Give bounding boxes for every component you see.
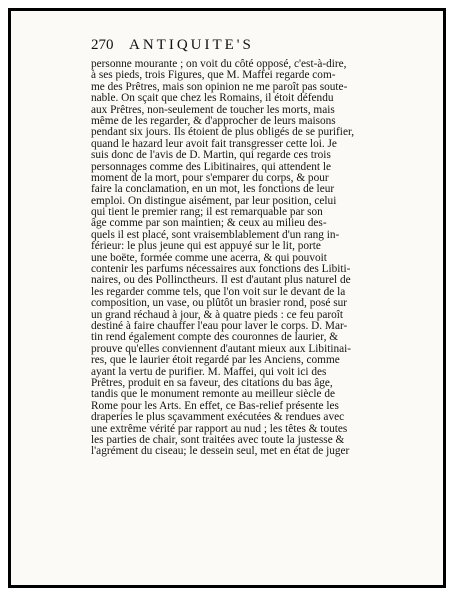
page-number: 270: [91, 37, 114, 53]
text-line: ayant la vertu de purifier. M. Maffei, qui voit ici des: [91, 365, 327, 378]
text-line: Rome pour les Arts. En effet, ce Bas-relief présente les: [91, 399, 339, 412]
text-line: draperies le plus sçavamment exécutées & rendues avec: [91, 411, 345, 424]
text-line: quand le hazard leur avoit fait transgresser cette loi. Je: [91, 137, 337, 150]
text-line: personne mourante ; on voit du côté opposé, c'est-à-dire,: [91, 58, 347, 70]
text-line: à ses pieds, trois Figures, que M. Maffei regarde com-: [91, 69, 336, 82]
running-title: ANTIQUITE'S: [129, 37, 254, 53]
text-line: férieur: le plus jeune qui est appuyé sur le lit, porte: [91, 240, 321, 253]
text-line: aux Prêtres, non-seulement de toucher les morts, mais: [91, 103, 335, 116]
page-frame: [8, 8, 446, 588]
text-line: qui tient le premier rang; il est remarquable par son: [91, 206, 323, 219]
text-line: une boëte, formée comme une acerra, & qui pouvoit: [91, 251, 327, 264]
text-line: prouve qu'elles conviennent d'autant mieux aux Libitinai-: [91, 342, 352, 355]
text-line: les regarder comme tels, que l'on voit sur le devant de la: [91, 285, 346, 298]
text-line: contenir les parfums nécessaires aux fonctions des Libiti-: [91, 263, 351, 276]
text-line: me des Prêtres, mais son opinion ne me paroît pas soute-: [91, 80, 348, 93]
text-line: emploi. On distingue aisément, par leur position, celui: [91, 194, 337, 207]
page-header: [91, 37, 409, 57]
text-line: tin rend également compte des couronnes de laurier, &: [91, 331, 339, 344]
text-line: moment de la mort, pour s'emparer du corps, & pour: [91, 171, 329, 184]
text-line: un grand réchaud à jour, & à quatre pieds : ce feu paroît: [91, 308, 344, 321]
text-line: composition, un vase, ou plûtôt un brasier rond, posé sur: [91, 297, 348, 310]
text-line: personnages comme des Libitinaires, qui attendent le: [91, 160, 331, 173]
text-line: tandis que le monument remonte au meilleur siècle de: [91, 388, 336, 401]
text-line: une extrême vérité par rapport au nud ; les têtes & toutes: [91, 422, 348, 435]
text-line: âge comme par son maintien; & ceux au milieu des-: [91, 217, 327, 230]
text-line: l'agrément du ciseau; le dessein seul, met en état de juger: [91, 445, 350, 458]
text-line: nable. On sçait que chez les Romains, il étoit défendu: [91, 92, 334, 105]
text-line: destiné à faire chauffer l'eau pour laver le corps. D. Mar-: [91, 319, 348, 332]
text-line: suis donc de l'avis de D. Martin, qui regarde ces trois: [91, 149, 331, 162]
book-page: [91, 37, 409, 458]
text-line: même de les regarder, & d'approcher de leurs maisons: [91, 114, 336, 127]
text-line: quels il est placé, sont vraisemblablement d'un rang in-: [91, 228, 340, 241]
text-line: pendant six jours. Ils étoient de plus obligés de se purifier,: [91, 126, 355, 139]
body-text: [91, 59, 409, 458]
text-line: Prêtres, produit en sa faveur, des citations du bas âge,: [91, 376, 333, 389]
text-line: naires, ou des Pollinctheurs. Il est d'autant plus naturel de: [91, 274, 351, 287]
text-line: les parties de chair, sont traitées avec toute la justesse &: [91, 433, 345, 446]
text-line: faire la conclamation, en un mot, les fonctions de leur: [91, 183, 335, 196]
text-line: res, que le laurier étoit regardé par les Anciens, comme: [91, 354, 340, 367]
